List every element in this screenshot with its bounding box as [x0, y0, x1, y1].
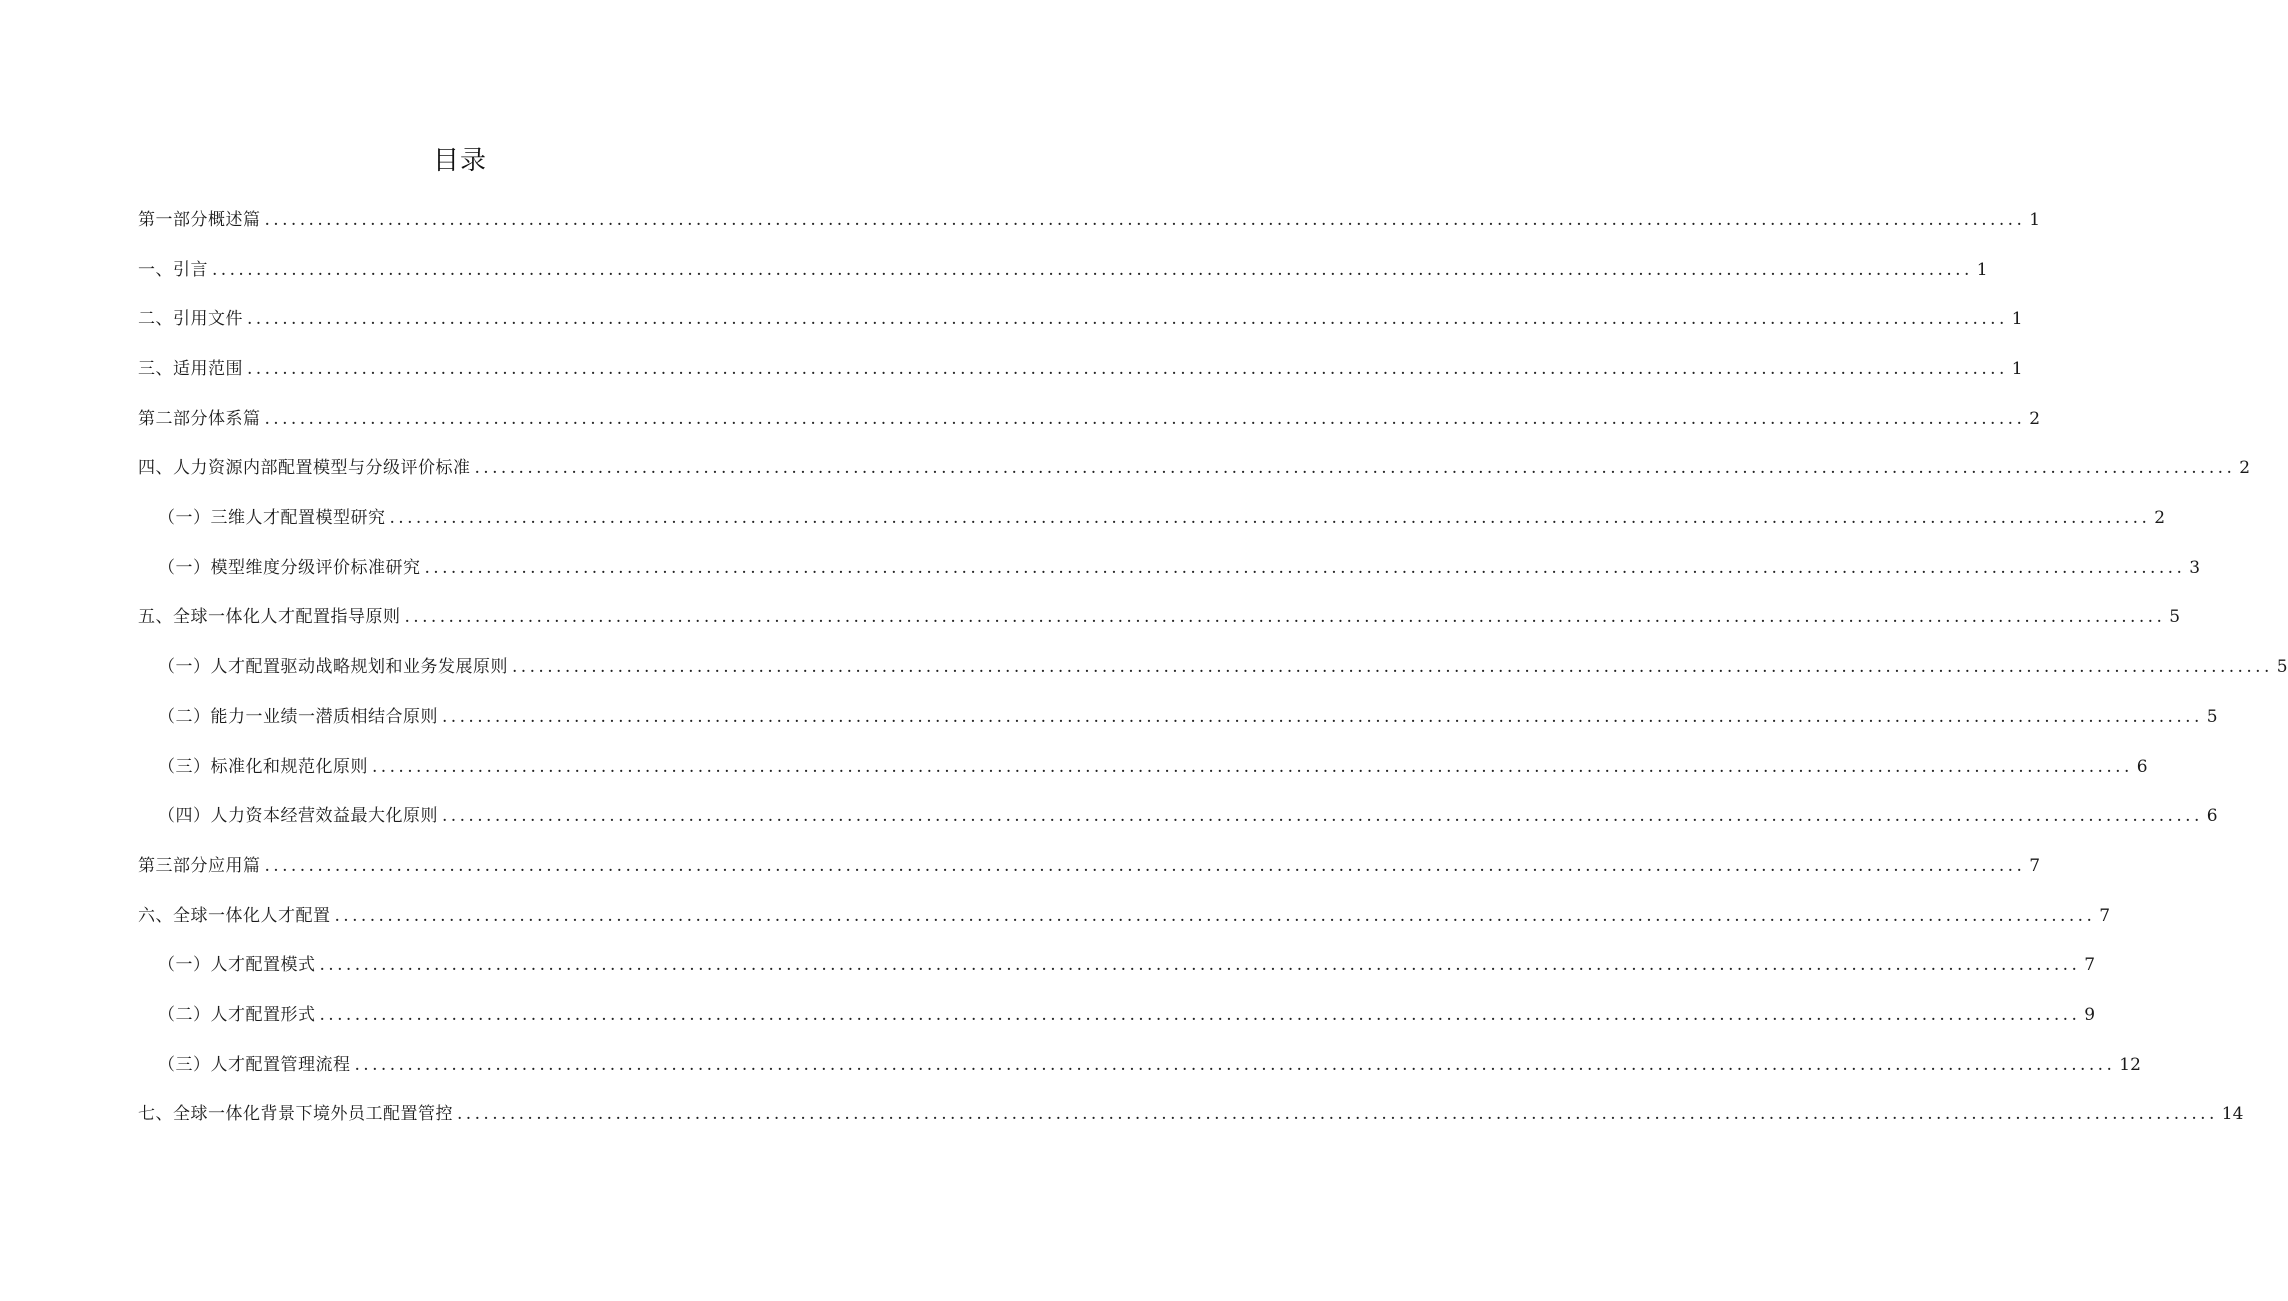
toc-entry[interactable] — [138, 395, 2041, 445]
toc-entry-text: 第三部分应用篇 — [138, 855, 261, 876]
toc-entry[interactable] — [138, 444, 2251, 494]
toc-page-number: 5 — [2169, 607, 2181, 628]
toc-page-number: 2 — [2029, 408, 2041, 429]
toc-dot-leader: ........................................................................................................................................................................................................ — [264, 408, 2026, 429]
toc-entry-text: （二）人才配置形式 — [158, 1004, 316, 1025]
toc-entry-text: 第二部分体系篇 — [138, 408, 261, 429]
toc-dot-leader: ........................................................................................................................................................................................................ — [319, 1004, 2081, 1025]
toc-entry[interactable] — [138, 1090, 2244, 1140]
toc-page-number: 14 — [2221, 1104, 2244, 1125]
toc-dot-leader: ........................................................................................................................................................................................................ — [247, 309, 2008, 330]
toc-dot-leader: ........................................................................................................................................................................................................ — [512, 657, 2273, 678]
toc-entry-text: （三）标准化和规范化原则 — [158, 756, 368, 777]
toc-entry-text: （二）能力一业绩一潜质相结合原则 — [158, 706, 438, 727]
toc-page-number: 12 — [2119, 1054, 2141, 1075]
toc-entry[interactable] — [138, 246, 1988, 296]
toc-page-number: 1 — [2011, 359, 2023, 380]
toc-entry[interactable] — [138, 594, 2181, 644]
toc-entry-text: （一）模型维度分级评价标准研究 — [158, 557, 421, 578]
toc-page-number: 1 — [2029, 209, 2041, 230]
toc-entry[interactable] — [138, 842, 2041, 892]
toc-page-number: 7 — [2099, 905, 2111, 926]
toc-dot-leader: ........................................................................................................................................................................................................ — [334, 905, 2096, 926]
toc-page-number: 3 — [2189, 557, 2201, 578]
toc-entry-text: 一、引言 — [138, 259, 208, 280]
toc-page-number: 7 — [2084, 955, 2096, 976]
table-of-contents — [138, 196, 2288, 1140]
toc-entry[interactable] — [138, 295, 2023, 345]
toc-entry-text: 七、全球一体化背景下境外员工配置管控 — [138, 1104, 453, 1125]
toc-page-number: 6 — [2206, 806, 2218, 827]
toc-entry-text: 二、引用文件 — [138, 309, 243, 330]
toc-entry-text: （一）人才配置驱动战略规划和业务发展原则 — [158, 657, 508, 678]
toc-entry[interactable] — [138, 544, 2201, 594]
toc-dot-leader: ........................................................................................................................................................................................................ — [474, 458, 2236, 479]
toc-dot-leader: ........................................................................................................................................................................................................ — [442, 706, 2203, 727]
toc-page-number: 7 — [2029, 855, 2041, 876]
toc-entry-text: （一）人才配置模式 — [158, 955, 316, 976]
toc-entry[interactable] — [138, 196, 2041, 246]
toc-entry[interactable] — [138, 743, 2148, 793]
toc-dot-leader: ........................................................................................................................................................................................................ — [212, 259, 1973, 280]
toc-entry-text: 四、人力资源内部配置模型与分级评价标准 — [138, 458, 471, 479]
toc-dot-leader: ........................................................................................................................................................................................................ — [264, 855, 2026, 876]
toc-entry[interactable] — [138, 991, 2096, 1041]
toc-entry[interactable] — [138, 1041, 2141, 1091]
toc-entry-text: （三）人才配置管理流程 — [158, 1054, 351, 1075]
toc-page-number: 5 — [2276, 657, 2288, 678]
toc-dot-leader: ........................................................................................................................................................................................................ — [354, 1054, 2116, 1075]
toc-entry[interactable] — [138, 693, 2218, 743]
toc-entry-text: 六、全球一体化人才配置 — [138, 905, 331, 926]
toc-entry[interactable] — [138, 792, 2218, 842]
toc-entry[interactable] — [138, 494, 2166, 544]
toc-entry[interactable] — [138, 345, 2023, 395]
toc-dot-leader: ........................................................................................................................................................................................................ — [442, 806, 2203, 827]
toc-dot-leader: ........................................................................................................................................................................................................ — [319, 955, 2081, 976]
toc-entry[interactable] — [138, 643, 2288, 693]
toc-page-number: 1 — [2011, 309, 2023, 330]
toc-dot-leader: ........................................................................................................................................................................................................ — [247, 359, 2008, 380]
toc-entry[interactable] — [138, 941, 2096, 991]
toc-page-number: 2 — [2239, 458, 2251, 479]
toc-entry-text: （四）人力资本经营效益最大化原则 — [158, 806, 438, 827]
toc-dot-leader: ........................................................................................................................................................................................................ — [389, 508, 2151, 529]
toc-page-number: 5 — [2206, 706, 2218, 727]
toc-page-number: 1 — [1976, 259, 1988, 280]
toc-page-number: 2 — [2154, 508, 2166, 529]
toc-dot-leader: ........................................................................................................................................................................................................ — [424, 557, 2186, 578]
toc-entry-text: （一）三维人才配置模型研究 — [158, 508, 386, 529]
toc-dot-leader: ........................................................................................................................................................................................................ — [264, 209, 2026, 230]
toc-dot-leader: ........................................................................................................................................................................................................ — [457, 1104, 2218, 1125]
toc-entry[interactable] — [138, 892, 2111, 942]
toc-dot-leader: ........................................................................................................................................................................................................ — [404, 607, 2166, 628]
toc-entry-text: 五、全球一体化人才配置指导原则 — [138, 607, 401, 628]
toc-page-number: 9 — [2084, 1004, 2096, 1025]
toc-page-number: 6 — [2136, 756, 2148, 777]
toc-entry-text: 第一部分概述篇 — [138, 209, 261, 230]
page-title: 目录 — [432, 146, 487, 176]
toc-dot-leader: ........................................................................................................................................................................................................ — [372, 756, 2133, 777]
toc-entry-text: 三、适用范围 — [138, 359, 243, 380]
